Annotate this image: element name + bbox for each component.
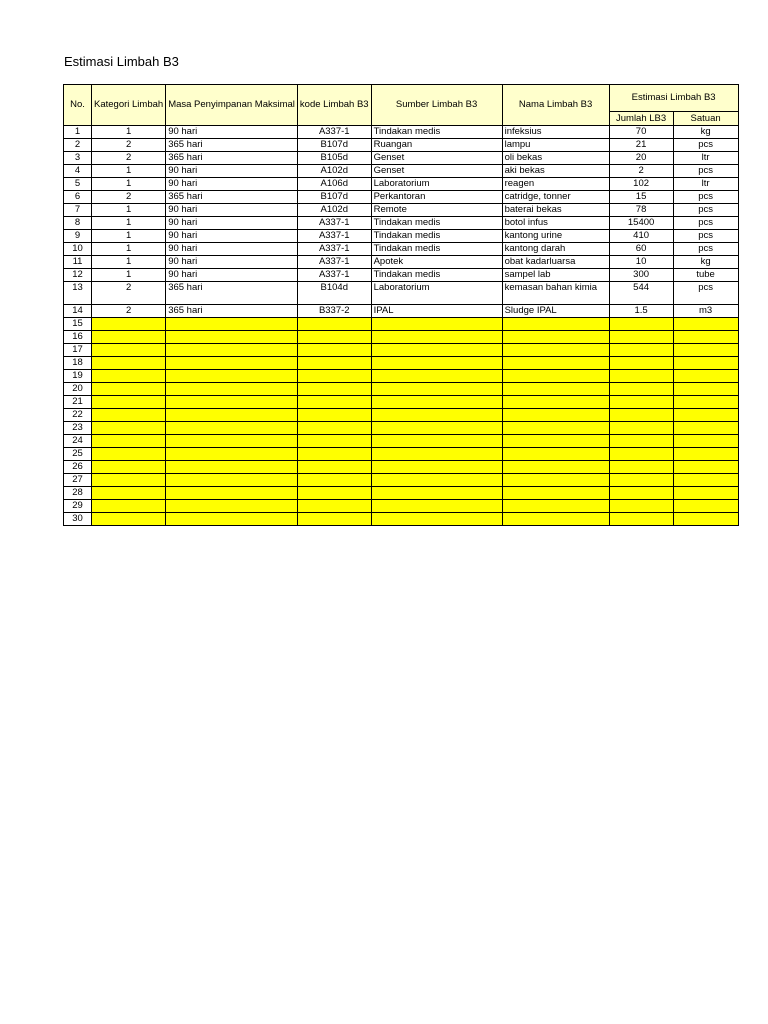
cell-nama[interactable]: obat kadarluarsa xyxy=(502,256,609,269)
empty-cell[interactable] xyxy=(502,513,609,526)
cell-nama[interactable]: kemasan bahan kimia xyxy=(502,282,609,305)
table-row xyxy=(64,191,739,204)
empty-cell[interactable] xyxy=(609,422,673,435)
cell-satuan[interactable]: kg xyxy=(673,256,738,269)
empty-cell[interactable] xyxy=(502,344,609,357)
empty-cell[interactable] xyxy=(502,383,609,396)
cell-kode[interactable]: A106d xyxy=(297,178,371,191)
empty-cell[interactable] xyxy=(502,487,609,500)
cell-sumber[interactable]: Genset xyxy=(371,152,502,165)
empty-cell[interactable] xyxy=(92,383,166,396)
cell-satuan[interactable]: pcs xyxy=(673,230,738,243)
cell-no[interactable]: 4 xyxy=(64,165,92,178)
empty-row xyxy=(64,370,739,383)
cell-kategori[interactable]: 1 xyxy=(92,256,166,269)
empty-cell[interactable] xyxy=(502,357,609,370)
empty-cell[interactable] xyxy=(92,344,166,357)
cell-masa[interactable]: 90 hari xyxy=(166,126,298,139)
empty-cell[interactable] xyxy=(502,422,609,435)
empty-cell[interactable] xyxy=(166,461,298,474)
waste-estimate-table xyxy=(63,84,739,526)
cell-masa[interactable]: 90 hari xyxy=(166,217,298,230)
empty-cell[interactable] xyxy=(609,435,673,448)
empty-cell[interactable] xyxy=(673,383,738,396)
cell-satuan[interactable]: pcs xyxy=(673,282,738,305)
empty-cell[interactable] xyxy=(673,422,738,435)
empty-cell[interactable] xyxy=(609,357,673,370)
cell-no[interactable]: 26 xyxy=(64,461,92,474)
cell-kategori[interactable]: 1 xyxy=(92,178,166,191)
empty-cell[interactable] xyxy=(92,500,166,513)
cell-masa[interactable]: 365 hari xyxy=(166,191,298,204)
cell-satuan[interactable]: ltr xyxy=(673,152,738,165)
empty-cell[interactable] xyxy=(673,461,738,474)
cell-kode[interactable]: B107d xyxy=(297,139,371,152)
empty-cell[interactable] xyxy=(371,448,502,461)
empty-cell[interactable] xyxy=(673,370,738,383)
cell-kategori[interactable]: 1 xyxy=(92,230,166,243)
cell-nama[interactable]: botol infus xyxy=(502,217,609,230)
empty-cell[interactable] xyxy=(166,357,298,370)
empty-cell[interactable] xyxy=(609,383,673,396)
empty-cell[interactable] xyxy=(371,383,502,396)
empty-cell[interactable] xyxy=(609,448,673,461)
empty-cell[interactable] xyxy=(609,487,673,500)
empty-row xyxy=(64,357,739,370)
cell-kategori[interactable]: 2 xyxy=(92,191,166,204)
empty-cell[interactable] xyxy=(297,435,371,448)
empty-cell[interactable] xyxy=(92,318,166,331)
empty-cell[interactable] xyxy=(502,435,609,448)
cell-kode[interactable]: A337-1 xyxy=(297,256,371,269)
table-row xyxy=(64,178,739,191)
cell-sumber[interactable]: Perkantoran xyxy=(371,191,502,204)
empty-cell[interactable] xyxy=(609,331,673,344)
empty-cell[interactable] xyxy=(609,474,673,487)
cell-sumber[interactable]: Remote xyxy=(371,204,502,217)
cell-no[interactable]: 9 xyxy=(64,230,92,243)
cell-kode[interactable]: A337-1 xyxy=(297,126,371,139)
cell-no[interactable]: 10 xyxy=(64,243,92,256)
cell-jumlah[interactable]: 10 xyxy=(609,256,673,269)
cell-jumlah[interactable]: 2 xyxy=(609,165,673,178)
empty-cell[interactable] xyxy=(609,370,673,383)
cell-kategori[interactable]: 1 xyxy=(92,243,166,256)
cell-no[interactable]: 17 xyxy=(64,344,92,357)
cell-no[interactable]: 15 xyxy=(64,318,92,331)
empty-cell[interactable] xyxy=(673,513,738,526)
cell-nama[interactable]: infeksius xyxy=(502,126,609,139)
empty-cell[interactable] xyxy=(92,357,166,370)
empty-row xyxy=(64,474,739,487)
cell-nama[interactable]: Sludge IPAL xyxy=(502,305,609,318)
cell-no[interactable]: 18 xyxy=(64,357,92,370)
empty-cell[interactable] xyxy=(371,500,502,513)
empty-cell[interactable] xyxy=(673,435,738,448)
cell-masa[interactable]: 365 hari xyxy=(166,152,298,165)
empty-cell[interactable] xyxy=(166,383,298,396)
empty-cell[interactable] xyxy=(166,448,298,461)
empty-cell[interactable] xyxy=(92,461,166,474)
empty-row xyxy=(64,448,739,461)
header-no: No. xyxy=(64,85,92,126)
cell-sumber[interactable]: Apotek xyxy=(371,256,502,269)
cell-jumlah[interactable]: 102 xyxy=(609,178,673,191)
empty-cell[interactable] xyxy=(502,331,609,344)
empty-row xyxy=(64,331,739,344)
empty-cell[interactable] xyxy=(166,474,298,487)
empty-cell[interactable] xyxy=(609,396,673,409)
empty-row xyxy=(64,513,739,526)
cell-no[interactable]: 1 xyxy=(64,126,92,139)
table-row xyxy=(64,165,739,178)
cell-kode[interactable]: B104d xyxy=(297,282,371,305)
cell-kode[interactable]: A102d xyxy=(297,165,371,178)
empty-cell[interactable] xyxy=(371,487,502,500)
empty-cell[interactable] xyxy=(673,500,738,513)
empty-cell[interactable] xyxy=(92,487,166,500)
cell-satuan[interactable]: tube xyxy=(673,269,738,282)
empty-cell[interactable] xyxy=(673,396,738,409)
empty-cell[interactable] xyxy=(371,331,502,344)
empty-cell[interactable] xyxy=(673,448,738,461)
header-jumlah: Jumlah LB3 xyxy=(609,112,673,126)
cell-no[interactable]: 3 xyxy=(64,152,92,165)
cell-kategori[interactable]: 1 xyxy=(92,165,166,178)
empty-cell[interactable] xyxy=(166,396,298,409)
empty-cell[interactable] xyxy=(502,448,609,461)
cell-sumber[interactable]: Tindakan medis xyxy=(371,269,502,282)
empty-row xyxy=(64,435,739,448)
cell-no[interactable]: 20 xyxy=(64,383,92,396)
cell-no[interactable]: 23 xyxy=(64,422,92,435)
cell-satuan[interactable]: pcs xyxy=(673,139,738,152)
cell-satuan[interactable]: pcs xyxy=(673,165,738,178)
cell-kategori[interactable]: 1 xyxy=(92,269,166,282)
cell-no[interactable]: 24 xyxy=(64,435,92,448)
empty-cell[interactable] xyxy=(166,409,298,422)
cell-no[interactable]: 29 xyxy=(64,500,92,513)
empty-cell[interactable] xyxy=(609,513,673,526)
cell-sumber[interactable]: Genset xyxy=(371,165,502,178)
cell-no[interactable]: 30 xyxy=(64,513,92,526)
cell-no[interactable]: 6 xyxy=(64,191,92,204)
cell-no[interactable]: 22 xyxy=(64,409,92,422)
empty-cell[interactable] xyxy=(502,461,609,474)
header-nama: Nama Limbah B3 xyxy=(502,85,609,126)
empty-cell[interactable] xyxy=(297,318,371,331)
empty-cell[interactable] xyxy=(371,422,502,435)
empty-cell[interactable] xyxy=(297,474,371,487)
cell-jumlah[interactable]: 410 xyxy=(609,230,673,243)
empty-cell[interactable] xyxy=(609,344,673,357)
cell-sumber[interactable]: Tindakan medis xyxy=(371,230,502,243)
empty-cell[interactable] xyxy=(371,357,502,370)
empty-cell[interactable] xyxy=(297,500,371,513)
cell-satuan[interactable]: kg xyxy=(673,126,738,139)
cell-nama[interactable]: kantong darah xyxy=(502,243,609,256)
empty-cell[interactable] xyxy=(371,396,502,409)
cell-sumber[interactable]: Laboratorium xyxy=(371,282,502,305)
empty-cell[interactable] xyxy=(502,474,609,487)
cell-nama[interactable]: kantong urine xyxy=(502,230,609,243)
empty-cell[interactable] xyxy=(297,422,371,435)
empty-cell[interactable] xyxy=(371,435,502,448)
empty-row xyxy=(64,383,739,396)
empty-cell[interactable] xyxy=(371,318,502,331)
table-row xyxy=(64,152,739,165)
cell-no[interactable]: 14 xyxy=(64,305,92,318)
cell-kode[interactable]: B337-2 xyxy=(297,305,371,318)
table-row xyxy=(64,256,739,269)
table-row xyxy=(64,139,739,152)
cell-jumlah[interactable]: 20 xyxy=(609,152,673,165)
cell-nama[interactable]: sampel lab xyxy=(502,269,609,282)
header-sumber: Sumber Limbah B3 xyxy=(371,85,502,126)
cell-kategori[interactable]: 1 xyxy=(92,217,166,230)
cell-masa[interactable]: 365 hari xyxy=(166,305,298,318)
empty-cell[interactable] xyxy=(371,344,502,357)
empty-cell[interactable] xyxy=(609,409,673,422)
cell-no[interactable]: 11 xyxy=(64,256,92,269)
cell-no[interactable]: 13 xyxy=(64,282,92,305)
cell-satuan[interactable]: pcs xyxy=(673,217,738,230)
empty-cell[interactable] xyxy=(297,344,371,357)
empty-row xyxy=(64,500,739,513)
cell-kategori[interactable]: 1 xyxy=(92,204,166,217)
empty-cell[interactable] xyxy=(371,409,502,422)
empty-cell[interactable] xyxy=(166,344,298,357)
header-masa: Masa Penyimpanan Maksimal xyxy=(166,85,298,126)
cell-no[interactable]: 12 xyxy=(64,269,92,282)
empty-cell[interactable] xyxy=(502,500,609,513)
cell-sumber[interactable]: Tindakan medis xyxy=(371,126,502,139)
empty-cell[interactable] xyxy=(502,318,609,331)
cell-masa[interactable]: 90 hari xyxy=(166,165,298,178)
cell-masa[interactable]: 365 hari xyxy=(166,282,298,305)
empty-cell[interactable] xyxy=(673,331,738,344)
cell-satuan[interactable]: pcs xyxy=(673,204,738,217)
cell-kode[interactable]: A102d xyxy=(297,204,371,217)
empty-cell[interactable] xyxy=(166,487,298,500)
empty-cell[interactable] xyxy=(673,344,738,357)
table-body xyxy=(64,126,739,526)
empty-cell[interactable] xyxy=(92,513,166,526)
cell-nama[interactable]: reagen xyxy=(502,178,609,191)
empty-cell[interactable] xyxy=(609,318,673,331)
empty-cell[interactable] xyxy=(297,396,371,409)
empty-cell[interactable] xyxy=(92,331,166,344)
empty-cell[interactable] xyxy=(371,461,502,474)
cell-masa[interactable]: 90 hari xyxy=(166,178,298,191)
empty-cell[interactable] xyxy=(609,461,673,474)
empty-row xyxy=(64,344,739,357)
empty-cell[interactable] xyxy=(371,370,502,383)
cell-kategori[interactable]: 2 xyxy=(92,282,166,305)
empty-cell[interactable] xyxy=(502,396,609,409)
empty-row xyxy=(64,461,739,474)
cell-jumlah[interactable]: 60 xyxy=(609,243,673,256)
empty-cell[interactable] xyxy=(92,474,166,487)
cell-masa[interactable]: 365 hari xyxy=(166,139,298,152)
empty-cell[interactable] xyxy=(609,500,673,513)
table-row xyxy=(64,217,739,230)
cell-no[interactable]: 25 xyxy=(64,448,92,461)
empty-cell[interactable] xyxy=(92,370,166,383)
cell-kode[interactable]: B105d xyxy=(297,152,371,165)
cell-satuan[interactable]: ltr xyxy=(673,178,738,191)
cell-no[interactable]: 21 xyxy=(64,396,92,409)
cell-masa[interactable]: 90 hari xyxy=(166,230,298,243)
cell-kategori[interactable]: 2 xyxy=(92,152,166,165)
cell-kode[interactable]: B107d xyxy=(297,191,371,204)
cell-masa[interactable]: 90 hari xyxy=(166,269,298,282)
empty-cell[interactable] xyxy=(297,409,371,422)
cell-jumlah[interactable]: 15 xyxy=(609,191,673,204)
empty-cell[interactable] xyxy=(371,513,502,526)
cell-jumlah[interactable]: 544 xyxy=(609,282,673,305)
empty-cell[interactable] xyxy=(297,513,371,526)
table-row xyxy=(64,282,739,305)
empty-cell[interactable] xyxy=(673,487,738,500)
cell-masa[interactable]: 90 hari xyxy=(166,256,298,269)
empty-cell[interactable] xyxy=(673,318,738,331)
cell-sumber[interactable]: Laboratorium xyxy=(371,178,502,191)
cell-nama[interactable]: baterai bekas xyxy=(502,204,609,217)
empty-cell[interactable] xyxy=(92,422,166,435)
empty-cell[interactable] xyxy=(502,409,609,422)
empty-cell[interactable] xyxy=(166,370,298,383)
page-title: Estimasi Limbah B3 xyxy=(64,54,179,69)
cell-kode[interactable]: A337-1 xyxy=(297,230,371,243)
empty-cell[interactable] xyxy=(297,357,371,370)
empty-cell[interactable] xyxy=(166,331,298,344)
cell-no[interactable]: 7 xyxy=(64,204,92,217)
cell-satuan[interactable]: pcs xyxy=(673,191,738,204)
empty-cell[interactable] xyxy=(297,383,371,396)
empty-cell[interactable] xyxy=(166,513,298,526)
empty-cell[interactable] xyxy=(297,487,371,500)
empty-cell[interactable] xyxy=(371,474,502,487)
empty-cell[interactable] xyxy=(297,370,371,383)
empty-cell[interactable] xyxy=(166,422,298,435)
empty-cell[interactable] xyxy=(92,435,166,448)
cell-jumlah[interactable]: 78 xyxy=(609,204,673,217)
cell-satuan[interactable]: m3 xyxy=(673,305,738,318)
cell-no[interactable]: 27 xyxy=(64,474,92,487)
cell-jumlah[interactable]: 1.5 xyxy=(609,305,673,318)
cell-no[interactable]: 16 xyxy=(64,331,92,344)
empty-cell[interactable] xyxy=(92,409,166,422)
empty-cell[interactable] xyxy=(166,500,298,513)
cell-sumber[interactable]: Tindakan medis xyxy=(371,217,502,230)
empty-cell[interactable] xyxy=(297,331,371,344)
empty-row xyxy=(64,422,739,435)
empty-cell[interactable] xyxy=(166,435,298,448)
cell-jumlah[interactable]: 70 xyxy=(609,126,673,139)
cell-nama[interactable]: catridge, tonner xyxy=(502,191,609,204)
cell-kategori[interactable]: 2 xyxy=(92,139,166,152)
empty-cell[interactable] xyxy=(673,474,738,487)
cell-jumlah[interactable]: 21 xyxy=(609,139,673,152)
table-row xyxy=(64,269,739,282)
cell-no[interactable]: 5 xyxy=(64,178,92,191)
header-kode: kode Limbah B3 xyxy=(297,85,371,126)
cell-kategori[interactable]: 1 xyxy=(92,126,166,139)
cell-no[interactable]: 19 xyxy=(64,370,92,383)
cell-nama[interactable]: lampu xyxy=(502,139,609,152)
cell-satuan[interactable]: pcs xyxy=(673,243,738,256)
empty-row xyxy=(64,409,739,422)
empty-cell[interactable] xyxy=(297,461,371,474)
table-row xyxy=(64,230,739,243)
empty-cell[interactable] xyxy=(92,448,166,461)
empty-cell[interactable] xyxy=(297,448,371,461)
header-kategori: Kategori Limbah xyxy=(92,85,166,126)
cell-nama[interactable]: oli bekas xyxy=(502,152,609,165)
empty-cell[interactable] xyxy=(673,357,738,370)
cell-no[interactable]: 8 xyxy=(64,217,92,230)
empty-row xyxy=(64,487,739,500)
empty-row xyxy=(64,318,739,331)
cell-kode[interactable]: A337-1 xyxy=(297,217,371,230)
header-satuan: Satuan xyxy=(673,112,738,126)
cell-nama[interactable]: aki bekas xyxy=(502,165,609,178)
cell-sumber[interactable]: IPAL xyxy=(371,305,502,318)
empty-cell[interactable] xyxy=(166,318,298,331)
cell-jumlah[interactable]: 15400 xyxy=(609,217,673,230)
table-row xyxy=(64,126,739,139)
empty-row xyxy=(64,396,739,409)
cell-kode[interactable]: A337-1 xyxy=(297,269,371,282)
table-row xyxy=(64,243,739,256)
cell-kategori[interactable]: 2 xyxy=(92,305,166,318)
cell-masa[interactable]: 90 hari xyxy=(166,204,298,217)
cell-sumber[interactable]: Ruangan xyxy=(371,139,502,152)
table-row xyxy=(64,204,739,217)
empty-cell[interactable] xyxy=(673,409,738,422)
cell-masa[interactable]: 90 hari xyxy=(166,243,298,256)
header-estimasi: Estimasi Limbah B3 xyxy=(609,85,738,112)
cell-kode[interactable]: A337-1 xyxy=(297,243,371,256)
cell-jumlah[interactable]: 300 xyxy=(609,269,673,282)
cell-no[interactable]: 28 xyxy=(64,487,92,500)
empty-cell[interactable] xyxy=(502,370,609,383)
empty-cell[interactable] xyxy=(92,396,166,409)
table-row xyxy=(64,305,739,318)
cell-sumber[interactable]: Tindakan medis xyxy=(371,243,502,256)
cell-no[interactable]: 2 xyxy=(64,139,92,152)
